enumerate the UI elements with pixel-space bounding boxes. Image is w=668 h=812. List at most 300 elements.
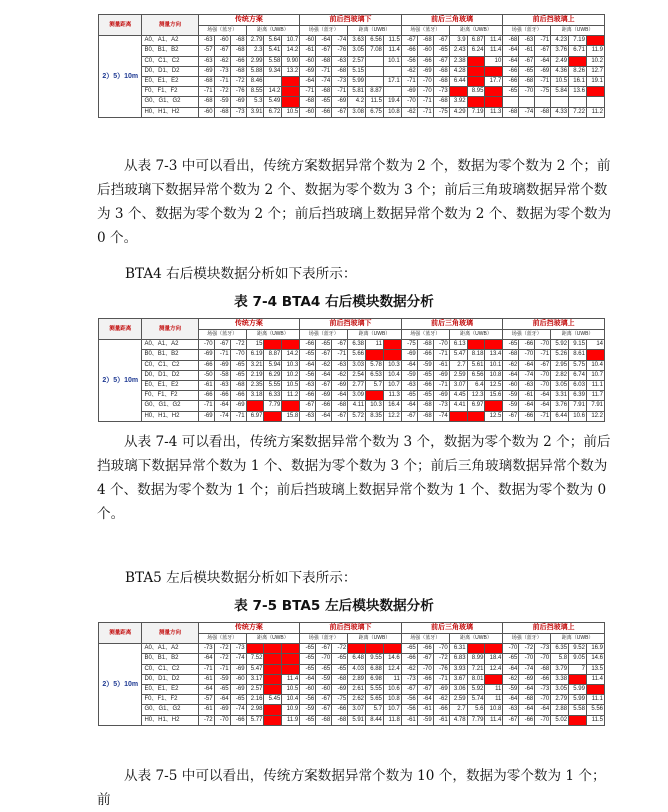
direction-cell: C0、C1、C2 <box>142 56 198 66</box>
value-cell: 3.05 <box>348 46 366 56</box>
value-cell: -71 <box>332 350 348 360</box>
value-cell: -71 <box>535 411 551 421</box>
value-cell: -74 <box>332 36 348 46</box>
value-cell: 16.1 <box>569 76 587 86</box>
value-cell: -62 <box>401 664 417 674</box>
value-cell: 3.93 <box>449 664 467 674</box>
value-cell: 11.4 <box>485 46 503 56</box>
value-cell: -59 <box>417 715 433 725</box>
value-cell: 3.63 <box>348 36 366 46</box>
value-cell: 7.91 <box>586 401 604 411</box>
value-cell: -70 <box>535 340 551 350</box>
value-cell: 2.19 <box>246 370 264 380</box>
value-cell: -65 <box>300 654 316 664</box>
value-cell: 6.29 <box>264 370 282 380</box>
value-cell: -69 <box>535 66 551 76</box>
value-cell: -71 <box>535 36 551 46</box>
value-cell: -70 <box>519 87 535 97</box>
value-cell: -67 <box>417 654 433 664</box>
value-cell: 7.08 <box>366 46 384 56</box>
direction-cell: C0、C1、C2 <box>142 664 198 674</box>
value-cell <box>569 674 587 684</box>
value-cell: -68 <box>230 66 246 76</box>
value-cell <box>264 76 282 86</box>
value-cell: 8.87 <box>264 350 282 360</box>
table-row <box>99 87 605 97</box>
value-cell: 6.31 <box>449 644 467 654</box>
value-cell: 3.9 <box>449 36 467 46</box>
value-cell: -65 <box>503 87 519 97</box>
value-cell: -72 <box>519 644 535 654</box>
paragraph-table-7-3-analysis: 从表 7-3 中可以看出，传统方案数据异常个数为 2 个，数据为零个数为 2 个；前后挡玻璃下数据异常个数为 2 个、数据为零个数为 3 个；前后三角玻璃数据异常个数为 3 个、数据为零个数为 2 个；前后挡玻璃上数据异常个数为 2 个、数据为零个数为 0 个。 <box>97 158 612 246</box>
header-uwb: 距离（UWB） <box>551 330 605 340</box>
value-cell: -64 <box>214 695 230 705</box>
value-cell: -66 <box>230 391 246 401</box>
value-cell: -71 <box>535 76 551 86</box>
header-group: 传统方案 <box>198 623 300 634</box>
table-row <box>99 340 605 350</box>
header-uwb: 距离（UWB） <box>246 26 300 36</box>
value-cell: -68 <box>535 664 551 674</box>
value-cell: -64 <box>535 401 551 411</box>
value-cell: 12.2 <box>586 411 604 421</box>
value-cell: -71 <box>433 380 449 390</box>
value-cell <box>282 87 300 97</box>
value-cell: 3.91 <box>246 107 264 117</box>
value-cell: -71 <box>535 350 551 360</box>
value-cell: 2.3 <box>246 46 264 56</box>
value-cell: 2.43 <box>449 46 467 56</box>
value-cell: 5.7 <box>366 705 384 715</box>
value-cell: 11.3 <box>485 107 503 117</box>
value-cell: -71 <box>417 97 433 107</box>
header-group: 传统方案 <box>198 319 300 330</box>
value-cell: -70 <box>535 380 551 390</box>
value-cell: -67 <box>519 56 535 66</box>
value-cell: 11.9 <box>282 715 300 725</box>
value-cell: 11 <box>485 684 503 694</box>
value-cell: -70 <box>535 695 551 705</box>
value-cell: -65 <box>300 644 316 654</box>
header-group: 传统方案 <box>198 15 300 26</box>
value-cell: -71 <box>230 411 246 421</box>
value-cell: -71 <box>332 87 348 97</box>
value-cell: -67 <box>503 715 519 725</box>
table-row <box>99 350 605 360</box>
value-cell: 12.4 <box>485 664 503 674</box>
value-cell: 8.26 <box>569 66 587 76</box>
value-cell: 11.1 <box>586 695 604 705</box>
value-cell: -65 <box>503 654 519 664</box>
value-cell: 14.2 <box>282 46 300 56</box>
value-cell: -73 <box>332 76 348 86</box>
value-cell: 5.15 <box>348 66 366 76</box>
value-cell: 3.79 <box>551 664 569 674</box>
value-cell: 3.07 <box>348 705 366 715</box>
value-cell: -70 <box>230 350 246 360</box>
value-cell: -65 <box>503 340 519 350</box>
value-cell: -67 <box>300 401 316 411</box>
value-cell <box>264 411 282 421</box>
value-cell: 2.16 <box>246 695 264 705</box>
value-cell: -67 <box>316 380 332 390</box>
value-cell: 17.1 <box>383 76 401 86</box>
value-cell: 10 <box>485 56 503 66</box>
value-cell: -68 <box>332 715 348 725</box>
value-cell: 3.05 <box>551 684 569 694</box>
value-cell <box>467 411 485 421</box>
value-cell: 12.5 <box>485 411 503 421</box>
value-cell: -59 <box>300 705 316 715</box>
value-cell <box>282 654 300 664</box>
value-cell: 5.77 <box>246 715 264 725</box>
direction-cell: G0、G1、G2 <box>142 401 198 411</box>
value-cell: -69 <box>332 380 348 390</box>
value-cell: -66 <box>417 644 433 654</box>
direction-cell: D0、D1、D2 <box>142 674 198 684</box>
value-cell: -68 <box>417 340 433 350</box>
value-cell <box>551 97 569 107</box>
value-cell: -64 <box>535 391 551 401</box>
header-uwb: 距离（UWB） <box>246 330 300 340</box>
value-cell: -64 <box>417 695 433 705</box>
header-uwb: 距离（UWB） <box>449 330 503 340</box>
value-cell: 2.99 <box>246 56 264 66</box>
value-cell: 2.88 <box>551 705 569 715</box>
value-cell: -56 <box>401 695 417 705</box>
value-cell: 2.62 <box>348 695 366 705</box>
value-cell: -66 <box>519 715 535 725</box>
direction-cell: G0、G1、G2 <box>142 705 198 715</box>
value-cell: -56 <box>300 370 316 380</box>
lead-bta5: BTA5 左后模块数据分析如下表所示： <box>125 570 357 586</box>
value-cell: -70 <box>417 76 433 86</box>
value-cell: 14.6 <box>586 654 604 664</box>
value-cell: -66 <box>417 674 433 684</box>
value-cell <box>569 97 587 107</box>
header-group: 前后挡玻璃上 <box>503 15 605 26</box>
value-cell: 6.19 <box>246 350 264 360</box>
value-cell: 6.33 <box>264 391 282 401</box>
value-cell: -69 <box>198 350 214 360</box>
value-cell: 15.6 <box>485 391 503 401</box>
value-cell: -62 <box>332 370 348 380</box>
value-cell: -66 <box>417 56 433 66</box>
value-cell: -68 <box>417 411 433 421</box>
value-cell: -68 <box>503 107 519 117</box>
value-cell: -75 <box>535 87 551 97</box>
value-cell: 10.7 <box>586 370 604 380</box>
value-cell <box>519 97 535 107</box>
data-table-7-5 <box>98 622 605 726</box>
caption-table-7-4: 表 7-4 BTA4 右后模块数据分析 <box>234 294 434 310</box>
value-cell: -72 <box>332 644 348 654</box>
value-cell: -66 <box>230 56 246 66</box>
value-cell: 11.4 <box>586 674 604 684</box>
value-cell: 5.47 <box>246 664 264 674</box>
value-cell: 5.58 <box>569 705 587 715</box>
value-cell: -64 <box>300 674 316 684</box>
direction-cell: G0、G1、G2 <box>142 97 198 107</box>
value-cell: -73 <box>433 87 449 97</box>
value-cell: 11.1 <box>586 380 604 390</box>
value-cell: -65 <box>316 97 332 107</box>
value-cell: 5.91 <box>348 715 366 725</box>
value-cell: -65 <box>300 715 316 725</box>
header-ble: 场强（蓝牙） <box>503 330 551 340</box>
value-cell: 7.79 <box>264 401 282 411</box>
value-cell: 10.3 <box>282 360 300 370</box>
value-cell <box>449 87 467 97</box>
value-cell: -65 <box>230 360 246 370</box>
header-group: 前后三角玻璃 <box>401 623 503 634</box>
value-cell: 8.18 <box>467 350 485 360</box>
value-cell: 2.57 <box>246 684 264 694</box>
value-cell: -68 <box>535 107 551 117</box>
paragraph-table-7-4-analysis: 从表 7-4 可以看出，传统方案数据异常个数为 3 个，数据为零个数为 2 个；前后挡玻璃下数据异常个数为 1 个、数据为零个数为 3 个；前后三角玻璃数据异常个数为 4 个、数据为零个数为 1 个；前后挡玻璃上数据异常个数为 1 个、数据为零个数为 0 个。 <box>97 434 611 522</box>
value-cell: -63 <box>332 360 348 370</box>
value-cell: -71 <box>214 350 230 360</box>
value-cell: -64 <box>198 654 214 664</box>
table-row <box>99 391 605 401</box>
value-cell <box>449 411 467 421</box>
value-cell: -57 <box>198 695 214 705</box>
value-cell: -66 <box>198 360 214 370</box>
value-cell: -71 <box>433 350 449 360</box>
value-cell: 16.9 <box>586 644 604 654</box>
data-table-7-3 <box>98 14 605 118</box>
value-cell: -67 <box>535 360 551 370</box>
value-cell: 12.2 <box>383 411 401 421</box>
value-cell: -72 <box>230 76 246 86</box>
value-cell: 10.6 <box>569 411 587 421</box>
value-cell: -70 <box>417 664 433 674</box>
value-cell: 5.84 <box>551 87 569 97</box>
value-cell: -64 <box>503 56 519 66</box>
value-cell: 4.41 <box>449 401 467 411</box>
value-cell: -63 <box>198 56 214 66</box>
table-row <box>99 401 605 411</box>
value-cell: 10.7 <box>383 705 401 715</box>
value-cell: -62 <box>214 56 230 66</box>
value-cell: -69 <box>433 370 449 380</box>
value-cell: -72 <box>433 654 449 664</box>
value-cell: -64 <box>503 370 519 380</box>
value-cell: 5.65 <box>366 695 384 705</box>
value-cell: 8.87 <box>366 87 384 97</box>
value-cell: -58 <box>214 370 230 380</box>
value-cell: 11.5 <box>383 36 401 46</box>
header-ble: 场强（蓝牙） <box>503 26 551 36</box>
value-cell: 16.4 <box>383 401 401 411</box>
value-cell: -63 <box>401 380 417 390</box>
value-cell: 7.19 <box>569 36 587 46</box>
value-cell: -74 <box>519 370 535 380</box>
value-cell: 5.64 <box>264 36 282 46</box>
value-cell <box>264 654 282 664</box>
value-cell: 7.91 <box>569 401 587 411</box>
value-cell: 3.08 <box>348 107 366 117</box>
value-cell: 5.47 <box>449 350 467 360</box>
value-cell: -71 <box>300 87 316 97</box>
value-cell: 2.7 <box>449 705 467 715</box>
value-cell: -65 <box>332 664 348 674</box>
value-cell: -71 <box>214 76 230 86</box>
value-cell <box>366 56 384 66</box>
value-cell: -68 <box>417 401 433 411</box>
header-uwb: 距离（UWB） <box>551 26 605 36</box>
value-cell: -65 <box>316 340 332 350</box>
value-cell: 13.6 <box>569 87 587 97</box>
value-cell: -65 <box>332 654 348 664</box>
value-cell: -68 <box>433 76 449 86</box>
value-cell: -63 <box>503 705 519 715</box>
value-cell: 14.6 <box>383 654 401 664</box>
value-cell: -72 <box>230 340 246 350</box>
value-cell: -64 <box>503 46 519 56</box>
value-cell: 9.90 <box>282 56 300 66</box>
value-cell: -71 <box>214 664 230 674</box>
value-cell <box>485 674 503 684</box>
value-cell: -59 <box>401 370 417 380</box>
value-cell: 5.7 <box>366 380 384 390</box>
direction-cell: B0、B1、B2 <box>142 654 198 664</box>
value-cell: -66 <box>433 705 449 715</box>
distance-cell: 2）5）10m <box>99 644 142 726</box>
value-cell <box>366 76 384 86</box>
value-cell: -71 <box>417 107 433 117</box>
value-cell: 17.7 <box>485 76 503 86</box>
value-cell: -63 <box>198 36 214 46</box>
value-cell: 11 <box>366 340 384 350</box>
value-cell: 6.24 <box>467 46 485 56</box>
header-ble: 场强（蓝牙） <box>503 634 551 644</box>
table-row <box>99 695 605 705</box>
value-cell: 2.95 <box>551 360 569 370</box>
value-cell: -74 <box>519 107 535 117</box>
value-cell: -68 <box>519 695 535 705</box>
value-cell: -66 <box>503 66 519 76</box>
value-cell: -69 <box>300 66 316 76</box>
direction-cell: H0、H1、H2 <box>142 107 198 117</box>
header-ble: 场强（蓝牙） <box>198 330 246 340</box>
value-cell: -63 <box>332 56 348 66</box>
value-cell: 11.3 <box>383 391 401 401</box>
value-cell: 4.29 <box>449 107 467 117</box>
value-cell: 5.99 <box>348 76 366 86</box>
value-cell: -68 <box>332 66 348 76</box>
value-cell: -60 <box>300 107 316 117</box>
value-cell: -66 <box>417 380 433 390</box>
value-cell: 12.3 <box>467 391 485 401</box>
value-cell: 4.36 <box>551 66 569 76</box>
value-cell: -50 <box>198 370 214 380</box>
value-cell <box>586 684 604 694</box>
value-cell: -65 <box>214 684 230 694</box>
value-cell: 15.8 <box>282 411 300 421</box>
direction-cell: A0、A1、A2 <box>142 644 198 654</box>
value-cell <box>282 97 300 107</box>
table-row <box>99 46 605 56</box>
value-cell: -66 <box>316 401 332 411</box>
value-cell: 2.49 <box>551 56 569 66</box>
value-cell <box>569 56 587 66</box>
value-cell: -61 <box>433 360 449 370</box>
table-row <box>99 674 605 684</box>
value-cell: 2.59 <box>449 695 467 705</box>
value-cell: -66 <box>519 340 535 350</box>
value-cell: 2.98 <box>246 705 264 715</box>
value-cell: -60 <box>214 36 230 46</box>
value-cell: 2.54 <box>348 370 366 380</box>
value-cell: 2.82 <box>551 370 569 380</box>
value-cell: 3.18 <box>246 391 264 401</box>
value-cell: -64 <box>332 391 348 401</box>
value-cell <box>264 705 282 715</box>
value-cell: -74 <box>519 664 535 674</box>
value-cell <box>264 715 282 725</box>
value-cell: -68 <box>316 87 332 97</box>
value-cell: -67 <box>503 411 519 421</box>
value-cell: 6.71 <box>569 46 587 56</box>
value-cell: -73 <box>198 644 214 654</box>
value-cell: 12.7 <box>586 66 604 76</box>
direction-cell: F0、F1、F2 <box>142 87 198 97</box>
value-cell: 5.58 <box>264 56 282 66</box>
value-cell: -66 <box>332 705 348 715</box>
value-cell: -60 <box>417 46 433 56</box>
value-cell: 6.88 <box>366 664 384 674</box>
value-cell: 5.45 <box>264 695 282 705</box>
value-cell: 14 <box>485 87 503 97</box>
value-cell: -59 <box>214 97 230 107</box>
value-cell: 5.66 <box>348 350 366 360</box>
header-distance: 测量距离 <box>99 623 142 644</box>
value-cell <box>535 97 551 107</box>
table-row <box>99 107 605 117</box>
value-cell: 5.99 <box>569 684 587 694</box>
value-cell: -74 <box>433 411 449 421</box>
value-cell: 10.4 <box>282 695 300 705</box>
value-cell: 2.77 <box>348 380 366 390</box>
value-cell: -67 <box>433 36 449 46</box>
value-cell <box>383 350 401 360</box>
value-cell: -68 <box>332 674 348 684</box>
value-cell: 2.79 <box>551 695 569 705</box>
value-cell <box>282 644 300 654</box>
header-direction: 测量方向 <box>142 15 198 36</box>
value-cell <box>467 644 485 654</box>
value-cell: 13.4 <box>485 350 503 360</box>
value-cell: -63 <box>300 380 316 390</box>
value-cell: 5.26 <box>551 350 569 360</box>
value-cell: 4.2 <box>348 97 366 107</box>
value-cell: -60 <box>503 380 519 390</box>
value-cell: 11.4 <box>485 36 503 46</box>
value-cell: 9.52 <box>569 644 587 654</box>
value-cell: -59 <box>316 674 332 684</box>
value-cell: -69 <box>230 664 246 674</box>
value-cell: -67 <box>316 695 332 705</box>
value-cell: -67 <box>316 705 332 715</box>
table-row <box>99 411 605 421</box>
distance-cell: 2）5）10m <box>99 340 142 422</box>
table-row <box>99 360 605 370</box>
value-cell: 10.8 <box>485 370 503 380</box>
value-cell: -68 <box>230 46 246 56</box>
value-cell: 11.2 <box>282 391 300 401</box>
value-cell: -70 <box>519 350 535 360</box>
